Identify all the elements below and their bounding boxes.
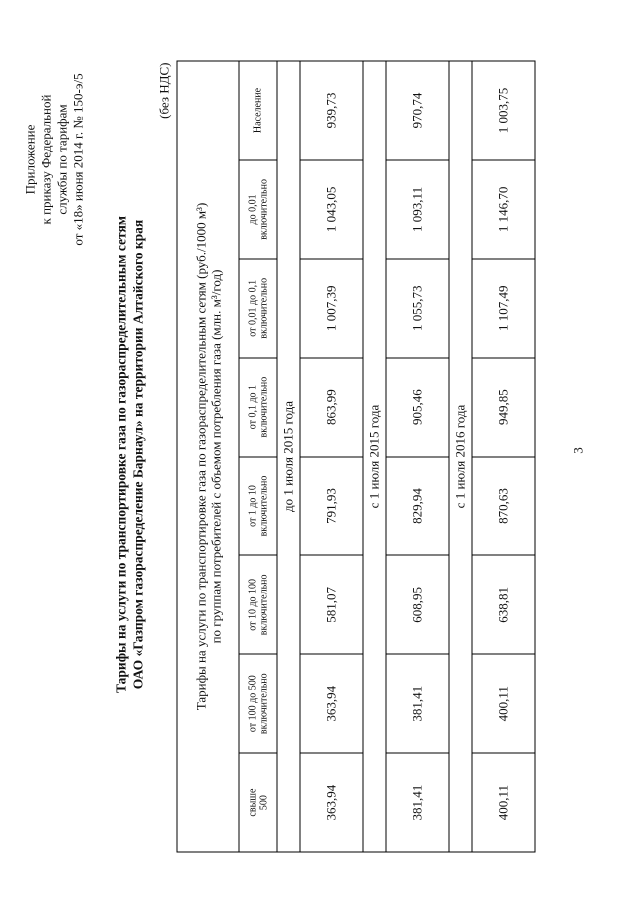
column-header: от 0,01 до 0,1 включительно xyxy=(239,259,277,358)
table-row xyxy=(472,61,535,852)
table-cell: 863,99 xyxy=(300,358,363,457)
table-cell: 791,93 xyxy=(300,457,363,556)
page-number: 3 xyxy=(570,447,586,454)
table-cell: 400,11 xyxy=(472,753,535,852)
table-main-header-row xyxy=(177,61,239,852)
table-cell: 608,95 xyxy=(386,555,449,654)
table-main-header xyxy=(177,61,239,852)
table-cell: 939,73 xyxy=(300,61,363,160)
main-header-line: Тарифы на услуги по транспортировке газа по газораспределительным сетям (руб./1000 м³) xyxy=(193,202,208,711)
table-cell: 1 146,70 xyxy=(472,160,535,259)
document-title xyxy=(113,95,147,815)
rotated-page xyxy=(1,0,640,905)
column-header: от 0,1 до 1 включительно xyxy=(239,358,277,457)
appendix-block xyxy=(23,55,87,265)
table-cell: 905,46 xyxy=(386,358,449,457)
column-header: свыше 500 xyxy=(239,753,277,852)
column-header: от 100 до 500 включительно xyxy=(239,654,277,753)
table-row xyxy=(386,61,449,852)
title-line: ОАО «Газпром газораспределение Барнаул» на территории Алтайского края xyxy=(130,219,146,690)
period-row xyxy=(363,61,386,852)
table-cell: 970,74 xyxy=(386,61,449,160)
table-cell: 581,07 xyxy=(300,555,363,654)
period-row xyxy=(277,61,300,852)
table-cell: 400,11 xyxy=(472,654,535,753)
period-label: с 1 июля 2016 года xyxy=(449,61,472,852)
table-cell: 829,94 xyxy=(386,457,449,556)
table-cell: 363,94 xyxy=(300,654,363,753)
period-label: с 1 июля 2015 года xyxy=(363,61,386,852)
table-cell: 1 003,75 xyxy=(472,61,535,160)
appendix-line: к приказу Федеральной xyxy=(38,94,54,225)
table-cell: 1 055,73 xyxy=(386,259,449,358)
column-header: от 10 до 100 включительно xyxy=(239,555,277,654)
column-header: до 0,01 включительно xyxy=(239,160,277,259)
appendix-line: от «18» июня 2014 г. № 150-э/5 xyxy=(70,73,86,246)
title-line: Тарифы на услуги по транспортировке газа по газораспределительным сетям xyxy=(113,216,129,693)
period-label: до 1 июля 2015 года xyxy=(277,61,300,852)
table-cell: 1 107,49 xyxy=(472,259,535,358)
table-cell: 381,41 xyxy=(386,654,449,753)
table-cell: 1 007,39 xyxy=(300,259,363,358)
appendix-line: Приложение xyxy=(22,124,38,195)
main-header-line: по группам потребителей с объемом потребления газа (млн. м³/год) xyxy=(208,269,223,644)
table-row xyxy=(300,61,363,852)
table-cell: 870,63 xyxy=(472,457,535,556)
tariff-table xyxy=(177,61,536,853)
table-cell: 1 043,05 xyxy=(300,160,363,259)
table-cell: 638,81 xyxy=(472,555,535,654)
table-column-header-row xyxy=(239,61,277,852)
table-cell: 363,94 xyxy=(300,753,363,852)
period-row xyxy=(449,61,472,852)
table-cell: 949,85 xyxy=(472,358,535,457)
table-cell: 1 093,11 xyxy=(386,160,449,259)
table-cell: 381,41 xyxy=(386,753,449,852)
vat-note: (без НДС) xyxy=(156,62,172,119)
column-header: Население xyxy=(239,61,277,160)
column-header: от 1 до 10 включительно xyxy=(239,457,277,556)
appendix-line: службы по тарифам xyxy=(54,104,70,215)
